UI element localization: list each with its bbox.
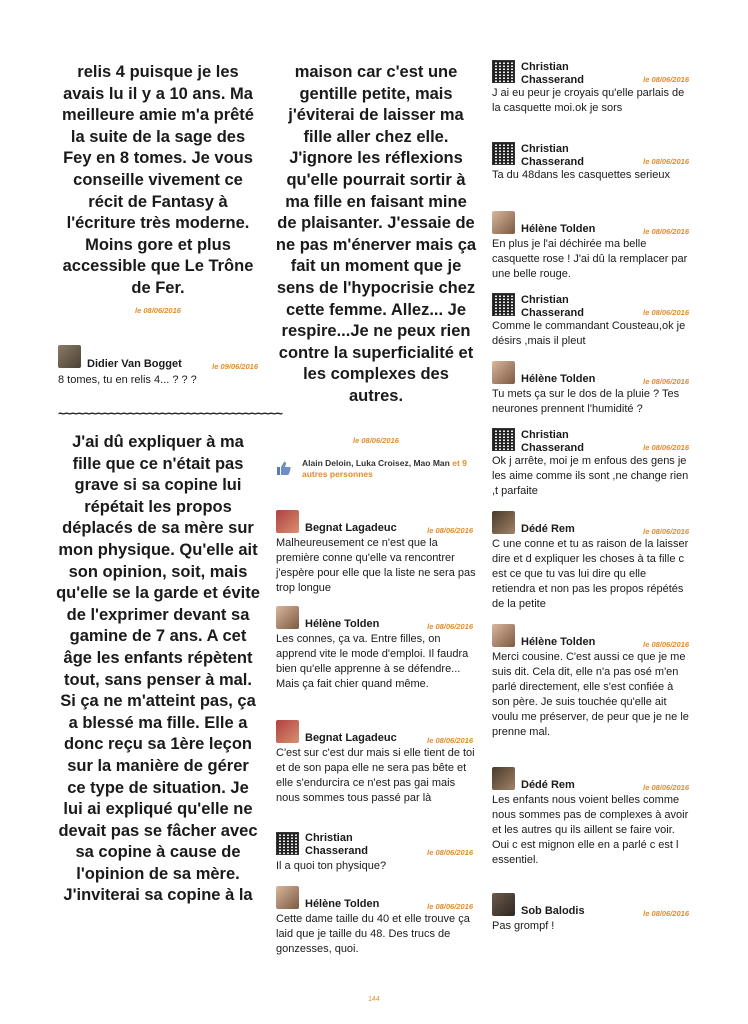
comment-text: Cette dame taille du 40 et elle trouve ça laid que je taille du 48. Des trucs de gonzesses, quoi. bbox=[276, 913, 470, 955]
comment-date: le 08/06/2016 bbox=[643, 227, 689, 236]
comment-right-2 bbox=[492, 211, 689, 286]
avatar[interactable] bbox=[276, 832, 299, 855]
comment-date: le 08/06/2016 bbox=[427, 526, 473, 535]
comment-text: Pas grompf ! bbox=[492, 920, 555, 932]
avatar[interactable] bbox=[58, 345, 81, 368]
post-text-2: J'ai dû expliquer à ma fille que ce n'était pas grave si sa copine lui répétait les propos déplacés de sa mère sur mon physique. Qu'elle ait son opinion, soit, mais qu'elle se la garde et évite de l'exprimer devant sa gamine de 7 ans. A cet âge les enfants répètent tout, sans penser à mal. Si ça ne m'atteint pas, ça a blessé ma fille. Elle a donc reçu sa 1ère leçon sur la manière de gérer ce type de situation. Je lui ai expliqué qu'elle ne devait pas se fâcher avec sa copine à cause de l'opinion de sa mère. J'inviterai sa copine à la bbox=[56, 433, 260, 905]
comment-text: Il a quoi ton physique? bbox=[276, 860, 387, 872]
comment-right-0 bbox=[492, 60, 689, 132]
avatar[interactable] bbox=[492, 511, 515, 534]
commenter-name[interactable]: Dédé Rem bbox=[521, 779, 575, 791]
comment-right-6 bbox=[492, 511, 689, 616]
comment-text: Malheureusement ce n'est que la première conne qu'elle va rencontrer j'espère pour elle que la liste ne sera pas trop longue bbox=[276, 537, 476, 594]
comment-date: le 08/06/2016 bbox=[643, 75, 689, 84]
commenter-name[interactable]: Begnat Lagadeuc bbox=[305, 732, 397, 744]
comment-text: Ta du 48dans les casquettes serieux bbox=[492, 169, 670, 181]
comment-helene-1 bbox=[276, 606, 473, 716]
avatar[interactable] bbox=[276, 510, 299, 533]
comment-date: le 09/06/2016 bbox=[212, 362, 258, 371]
commenter-name[interactable]: Christian Chasserand bbox=[521, 294, 584, 319]
comment-text: Merci cousine. C'est aussi ce que je me suis dit. Cela dit, elle n'a pas osé m'en parlé directement, elle s'est confiée à son père. Je suis touchée qu'elle ait voulu me préserver, de peur que je ne le prenne mal. bbox=[492, 651, 689, 738]
commenter-name[interactable]: Begnat Lagadeuc bbox=[305, 522, 397, 534]
comment-right-3 bbox=[492, 293, 689, 353]
comment-text: C'est sur c'est dur mais si elle tient de toi et de son papa elle ne sera pas bête et elle s'endurcira ce n'est pas gai mais nous sommes tous passé par là bbox=[276, 747, 475, 804]
comment-helene-2 bbox=[276, 886, 473, 961]
commenter-name[interactable]: Hélène Tolden bbox=[305, 898, 380, 910]
avatar[interactable] bbox=[276, 606, 299, 629]
commenter-name[interactable]: Hélène Tolden bbox=[521, 636, 596, 648]
comment-text: Comme le commandant Cousteau,ok je désirs ,mais il pleut bbox=[492, 320, 686, 347]
comment-text: En plus je l'ai déchirée ma belle casquette rose ! J'ai dû la remplacer par une belle rouge. bbox=[492, 238, 688, 280]
avatar[interactable] bbox=[492, 60, 515, 83]
commenter-name[interactable]: Hélène Tolden bbox=[521, 373, 596, 385]
avatar[interactable] bbox=[276, 720, 299, 743]
commenter-name[interactable]: Christian Chasserand bbox=[521, 61, 584, 86]
comment-begnat-2 bbox=[276, 720, 473, 820]
avatar[interactable] bbox=[492, 361, 515, 384]
post-text-1: relis 4 puisque je les avais lu il y a 10 ans. Ma meilleure amie m'a prêté la suite de la sage des Fey en 8 tomes. Je vous conseille vivement ce récit de Fantasy à l'écriture très moderne. Moins gore et plus accessible que Le Trône de Fer. bbox=[62, 63, 254, 297]
comment-christian-1 bbox=[276, 832, 473, 877]
comment-date: le 08/06/2016 bbox=[427, 902, 473, 911]
comment-right-9 bbox=[492, 893, 689, 938]
commenter-name[interactable]: Sob Balodis bbox=[521, 905, 585, 917]
comment-date: le 08/06/2016 bbox=[643, 308, 689, 317]
commenter-name[interactable]: Christian Chasserand bbox=[521, 143, 584, 168]
likes-names[interactable]: Alain Deloin, Luka Croisez, Mao Man bbox=[302, 458, 450, 468]
thumbs-up-icon[interactable] bbox=[276, 460, 292, 476]
comment-date: le 08/06/2016 bbox=[427, 848, 473, 857]
comment-date: le 08/06/2016 bbox=[643, 157, 689, 166]
avatar[interactable] bbox=[492, 767, 515, 790]
likes-text bbox=[302, 458, 477, 480]
avatar[interactable] bbox=[492, 211, 515, 234]
comment-begnat-1 bbox=[276, 510, 476, 600]
avatar[interactable] bbox=[492, 893, 515, 916]
comment-text: C une conne et tu as raison de la laisser dire et d expliquer les choses à ta fille c est ce que tu vas lui dire qu elle retiendra et non pas les propos répétés de la petite bbox=[492, 538, 689, 610]
comment-right-8 bbox=[492, 767, 689, 882]
commenter-name[interactable]: Dédé Rem bbox=[521, 523, 575, 535]
comment-date: le 08/06/2016 bbox=[427, 736, 473, 745]
commenter-name[interactable]: Christian Chasserand bbox=[521, 429, 584, 454]
comment-date: le 08/06/2016 bbox=[643, 443, 689, 452]
comment-date: le 08/06/2016 bbox=[427, 622, 473, 631]
comment-right-4 bbox=[492, 361, 689, 421]
comment-right-7 bbox=[492, 624, 689, 754]
comment-text: Les connes, ça va. Entre filles, on apprend vite le mode d'emploi. Il faudra bien qu'elle apprenne à se défendre... Mais ça fait chier quand même. bbox=[276, 633, 469, 690]
comment-date: le 08/06/2016 bbox=[643, 640, 689, 649]
comment-text: Les enfants nous voient belles comme nous sommes pas de complexes à avoir et les autres qu ils aillent se faire voir. Oui c est mignon elle en a parlé c est l essentiel. bbox=[492, 794, 689, 866]
tilde-separator: ~~~~~~~~~~~~~~~~~~~~~~~~~~~~~~~~~~~ bbox=[58, 406, 282, 421]
comment-right-1 bbox=[492, 142, 689, 202]
avatar[interactable] bbox=[276, 886, 299, 909]
avatar[interactable] bbox=[492, 624, 515, 647]
comment-date: le 08/06/2016 bbox=[643, 783, 689, 792]
likes-more[interactable]: et 9 autres personnes bbox=[302, 458, 467, 479]
avatar[interactable] bbox=[492, 428, 515, 451]
page-number: 144 bbox=[368, 996, 380, 1003]
comment-text: J ai eu peur je croyais qu'elle parlais de la casquette moi.ok je sors bbox=[492, 87, 685, 114]
commenter-name[interactable]: Hélène Tolden bbox=[521, 223, 596, 235]
comment-date: le 08/06/2016 bbox=[643, 377, 689, 386]
comment-date: le 08/06/2016 bbox=[643, 527, 689, 536]
post-date-3: le 08/06/2016 bbox=[353, 436, 399, 445]
comment-didier bbox=[58, 345, 258, 385]
avatar[interactable] bbox=[492, 293, 515, 316]
commenter-name[interactable]: Christian Chasserand bbox=[305, 832, 368, 857]
comment-date: le 08/06/2016 bbox=[643, 909, 689, 918]
commenter-name[interactable]: Hélène Tolden bbox=[305, 618, 380, 630]
post-date-1: le 08/06/2016 bbox=[135, 306, 181, 315]
post-text-3: maison car c'est une gentille petite, mais j'éviterai de laisser ma fille aller chez elle. J'ignore les réflexions qu'elle pourrait sortir à ma fille en faisant mine de plaisanter. J'essaie de ne pas m'énerver mais ça fait un moment que je sens de l'hypocrisie chez cette femme. Allez... Je respire...Je ne peux rien contre la superficialité et les complexes des autres. bbox=[275, 63, 477, 405]
commenter-name[interactable]: Didier Van Bogget bbox=[87, 358, 182, 370]
comment-text: 8 tomes, tu en relis 4... ? ? ? bbox=[58, 374, 197, 386]
comment-text: Tu mets ça sur le dos de la pluie ? Tes neurones prennent l'humidité ? bbox=[492, 388, 680, 415]
comment-text: Ok j arrête, moi je m enfous des gens je les aime comme ils sont ,ne change rien ,t parfaite bbox=[492, 455, 689, 497]
comment-right-5 bbox=[492, 428, 689, 503]
avatar[interactable] bbox=[492, 142, 515, 165]
